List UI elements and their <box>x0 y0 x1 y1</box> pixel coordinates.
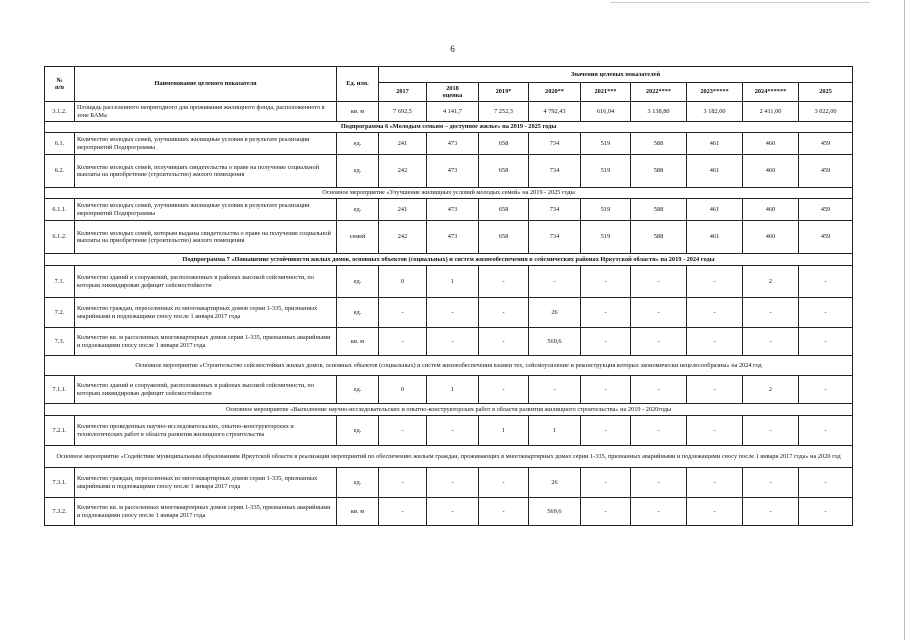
indicator-value: - <box>427 498 479 526</box>
indicator-value: - <box>687 468 743 498</box>
indicator-value: 658 <box>479 155 529 188</box>
indicator-value: - <box>799 498 853 526</box>
indicator-unit: ед. <box>337 298 379 328</box>
table-row <box>45 376 853 404</box>
year-header: 2025 <box>799 83 853 102</box>
indicator-value: 519 <box>581 155 631 188</box>
indicator-value: 473 <box>427 133 479 155</box>
target-indicators-table <box>44 66 853 526</box>
indicator-value: 461 <box>687 133 743 155</box>
indicator-unit: ед. <box>337 468 379 498</box>
section-row <box>45 446 853 468</box>
indicator-value: 588 <box>631 133 687 155</box>
col-unit-header <box>337 67 379 102</box>
row-number: 7.3. <box>45 328 75 356</box>
table-row <box>45 155 853 188</box>
indicator-value: - <box>631 298 687 328</box>
col-unit-label: Ед. изм. <box>346 80 369 88</box>
indicator-value: 1 <box>427 376 479 404</box>
indicator-value: - <box>687 298 743 328</box>
indicator-value: - <box>743 298 799 328</box>
year-header: 2021*** <box>581 83 631 102</box>
indicator-value: 26 <box>529 298 581 328</box>
indicator-value: 658 <box>479 133 529 155</box>
year-header: 2019* <box>479 83 529 102</box>
indicator-value: - <box>581 266 631 298</box>
section-title: Основное мероприятие «Строительство сейсмостойких жилых домов, основных объектов (социальных) и систем жизнеобеспечения взамен тех, сейсмоусиление и реконструкция которых экономически нецелесообразны» на 2024 год <box>45 356 853 376</box>
indicator-name: Количество зданий и сооружений, расположенных в районах высокой сейсмичности, по которым ликвидирован дефицит сейсмостойкости <box>75 266 337 298</box>
indicator-value: - <box>687 416 743 446</box>
table-row <box>45 102 853 122</box>
indicator-value: - <box>743 498 799 526</box>
indicator-value: - <box>479 298 529 328</box>
indicator-value: - <box>479 468 529 498</box>
table-row <box>45 221 853 254</box>
section-title: Подпрограмма 6 «Молодым семьям – доступное жилье» на 2019 - 2025 годы <box>45 122 853 133</box>
row-number: 7.3.1. <box>45 468 75 498</box>
indicator-value: - <box>799 298 853 328</box>
indicator-value: 473 <box>427 155 479 188</box>
indicator-value: 1 <box>427 266 479 298</box>
indicator-value: - <box>687 498 743 526</box>
indicator-value: 3 138,80 <box>631 102 687 122</box>
indicator-unit: кв. м <box>337 328 379 356</box>
indicator-value: 2 <box>743 376 799 404</box>
indicator-name: Количество молодых семей, улучшивших жилищные условия в результате реализации мероприятий Подпрограммы <box>75 133 337 155</box>
indicator-value: 3 022,00 <box>799 102 853 122</box>
indicator-unit: кв. м <box>337 102 379 122</box>
indicator-value: - <box>743 328 799 356</box>
indicator-value: 734 <box>529 155 581 188</box>
year-header: 2024****** <box>743 83 799 102</box>
row-number: 6.1. <box>45 133 75 155</box>
table-row <box>45 468 853 498</box>
indicator-name: Количество молодых семей, которым выданы свидетельства о праве на получение социальной выплаты на приобретение (строительство) жилого помещения <box>75 221 337 254</box>
col-values-label: Значения целевых показателей <box>571 70 661 78</box>
section-title: Подпрограмма 7 «Повышение устойчивости жилых домов, основных объектов (социальных) и систем жизнеобеспечения в сейсмических районах Иркутской области» на 2019 - 2024 годы <box>45 254 853 266</box>
row-number: 6.1.1. <box>45 199 75 221</box>
indicator-value: 459 <box>799 133 853 155</box>
indicator-value: 588 <box>631 155 687 188</box>
section-title: Основное мероприятие «Содействие муниципальным образованиям Иркутской области в реализации мероприятий по обеспечению жильем граждан, проживающих в многоквартирных домах серии 1-335, признанных аварийными и подлежащими сносу после 1 января 2017 года» на 2020 год <box>45 446 853 468</box>
col-values-header <box>379 67 853 83</box>
indicator-unit: кв. м <box>337 498 379 526</box>
section-row <box>45 188 853 199</box>
indicator-value: 2 <box>743 266 799 298</box>
row-number: 7.2.1. <box>45 416 75 446</box>
section-row <box>45 122 853 133</box>
section-title: Основное мероприятие «Выполнение научно-исследовательских и опытно-конструкторских работ в области развития жилищного строительства» на 2019 - 2020годы <box>45 404 853 416</box>
indicator-value: - <box>687 376 743 404</box>
row-number: 6.2. <box>45 155 75 188</box>
indicator-value: - <box>631 498 687 526</box>
indicator-value: - <box>379 416 427 446</box>
indicator-value: - <box>479 376 529 404</box>
indicator-unit: ед. <box>337 199 379 221</box>
table-row <box>45 133 853 155</box>
indicator-value: 1 <box>529 416 581 446</box>
indicator-name: Количество граждан, переселенных из многоквартирных домов серии 1-335, признанных аварийными и подлежащими сносу после 1 января 2017 года <box>75 298 337 328</box>
indicator-name: Количество кв. м расселенных многоквартирных домов серии 1-335, признанных аварийными и подлежащими сносу после 1 января 2017 года <box>75 328 337 356</box>
indicator-value: - <box>427 468 479 498</box>
indicator-value: - <box>687 328 743 356</box>
indicator-value: - <box>631 328 687 356</box>
row-number: 7.1. <box>45 266 75 298</box>
indicator-value: - <box>799 468 853 498</box>
section-row <box>45 254 853 266</box>
indicator-value: 459 <box>799 221 853 254</box>
row-number: 7.2. <box>45 298 75 328</box>
indicator-unit: семей <box>337 221 379 254</box>
year-header: 2023***** <box>687 83 743 102</box>
header-row-top <box>45 67 853 83</box>
indicator-name: Количество молодых семей, улучшивших жилищные условия в результате реализации мероприятий Подпрограммы <box>75 199 337 221</box>
row-number: 7.3.2. <box>45 498 75 526</box>
indicator-unit: ед. <box>337 133 379 155</box>
col-name-label: Наименование целевого показателя <box>154 80 257 88</box>
table-row <box>45 199 853 221</box>
indicator-value: - <box>743 468 799 498</box>
indicator-value: 658 <box>479 221 529 254</box>
row-number: 7.1.1. <box>45 376 75 404</box>
year-header: 2018 оценка <box>427 83 479 102</box>
row-number: 6.1.2. <box>45 221 75 254</box>
indicator-value: 734 <box>529 199 581 221</box>
indicator-name: Количество кв. м расселенных многоквартирных домов серии 1-335, признанных аварийными и подлежащими сносу после 1 января 2017 года <box>75 498 337 526</box>
indicator-value: - <box>581 298 631 328</box>
indicator-name: Площадь расселенного непригодного для проживания жилищного фонда, расположенного в зоне БАМа <box>75 102 337 122</box>
indicator-value: 460 <box>743 199 799 221</box>
top-edge-line <box>610 2 870 3</box>
year-header: 2020** <box>529 83 581 102</box>
indicator-value: - <box>427 298 479 328</box>
indicator-unit: ед. <box>337 416 379 446</box>
indicator-value: 7 252,3 <box>479 102 529 122</box>
indicator-name: Количество молодых семей, получивших свидетельства о праве на получение социальной выплаты на приобретение (строительство) жилого помещения <box>75 155 337 188</box>
page-number: 6 <box>450 44 455 54</box>
table-row <box>45 298 853 328</box>
indicator-value: 0 <box>379 376 427 404</box>
indicator-value: 241 <box>379 133 427 155</box>
table-row <box>45 416 853 446</box>
col-name-header <box>75 67 337 102</box>
indicator-value: 460 <box>743 221 799 254</box>
indicator-value: - <box>427 328 479 356</box>
indicator-value: - <box>581 498 631 526</box>
indicator-unit: ед. <box>337 155 379 188</box>
indicator-value: 461 <box>687 221 743 254</box>
indicator-value: 4 141,7 <box>427 102 479 122</box>
col-no-label: № п/п <box>54 76 64 91</box>
indicator-value: - <box>631 416 687 446</box>
indicator-value: - <box>581 328 631 356</box>
indicator-value: - <box>529 266 581 298</box>
indicator-unit: ед. <box>337 376 379 404</box>
indicator-unit: ед. <box>337 266 379 298</box>
indicator-value: 241 <box>379 199 427 221</box>
indicator-value: 242 <box>379 155 427 188</box>
indicator-value: 734 <box>529 221 581 254</box>
indicator-value: - <box>799 416 853 446</box>
indicator-value: 519 <box>581 133 631 155</box>
year-header: 2017 <box>379 83 427 102</box>
indicator-value: 7 692,5 <box>379 102 427 122</box>
indicator-value: 460 <box>743 133 799 155</box>
col-no-header <box>45 67 75 102</box>
indicator-value: 569,6 <box>529 328 581 356</box>
indicator-value: - <box>581 416 631 446</box>
indicator-value: - <box>799 376 853 404</box>
indicator-value: 588 <box>631 199 687 221</box>
indicator-value: - <box>529 376 581 404</box>
indicator-value: 473 <box>427 199 479 221</box>
indicator-value: 26 <box>529 468 581 498</box>
indicator-value: 616,04 <box>581 102 631 122</box>
indicator-value: 2 411,00 <box>743 102 799 122</box>
indicator-name: Количество зданий и сооружений, расположенных в районах высокой сейсмичности, по которым ликвидирован дефицит сейсмостойкости <box>75 376 337 404</box>
indicator-value: 4 792,43 <box>529 102 581 122</box>
indicator-value: 734 <box>529 133 581 155</box>
indicator-value: - <box>799 266 853 298</box>
indicator-name: Количество проведенных научно-исследовательских, опытно-конструкторских и технологических работ в области развития жилищного строительства <box>75 416 337 446</box>
indicator-value: - <box>379 498 427 526</box>
indicator-value: 459 <box>799 155 853 188</box>
indicator-value: 0 <box>379 266 427 298</box>
indicator-value: - <box>479 498 529 526</box>
indicator-value: 658 <box>479 199 529 221</box>
indicator-value: - <box>479 328 529 356</box>
table-body <box>45 102 853 526</box>
table-row <box>45 328 853 356</box>
indicator-value: 588 <box>631 221 687 254</box>
row-number: 3.1.2. <box>45 102 75 122</box>
indicator-value: - <box>631 266 687 298</box>
indicator-value: 3 182,00 <box>687 102 743 122</box>
indicator-value: 519 <box>581 199 631 221</box>
indicator-value: - <box>379 298 427 328</box>
indicator-value: - <box>427 416 479 446</box>
indicator-value: 461 <box>687 155 743 188</box>
indicator-value: 473 <box>427 221 479 254</box>
indicator-value: - <box>631 468 687 498</box>
section-title: Основное мероприятие «Улучшение жилищных условий молодых семей» на 2019 - 2025 годы <box>45 188 853 199</box>
indicator-value: 460 <box>743 155 799 188</box>
indicator-value: 569,6 <box>529 498 581 526</box>
indicator-value: - <box>687 266 743 298</box>
year-header: 2022**** <box>631 83 687 102</box>
indicator-value: 459 <box>799 199 853 221</box>
indicator-value: - <box>379 328 427 356</box>
indicator-value: 242 <box>379 221 427 254</box>
indicator-value: - <box>743 416 799 446</box>
table-row <box>45 266 853 298</box>
indicator-value: 1 <box>479 416 529 446</box>
indicator-name: Количество граждан, переселенных из многоквартирных домов серии 1-335, признанных аварийными и подлежащими сносу после 1 января 2017 года <box>75 468 337 498</box>
section-row <box>45 404 853 416</box>
table-row <box>45 498 853 526</box>
indicator-value: - <box>379 468 427 498</box>
indicator-value: 461 <box>687 199 743 221</box>
indicator-value: 519 <box>581 221 631 254</box>
indicator-value: - <box>581 468 631 498</box>
indicator-value: - <box>581 376 631 404</box>
indicator-value: - <box>631 376 687 404</box>
indicator-value: - <box>479 266 529 298</box>
indicator-value: - <box>799 328 853 356</box>
section-row <box>45 356 853 376</box>
